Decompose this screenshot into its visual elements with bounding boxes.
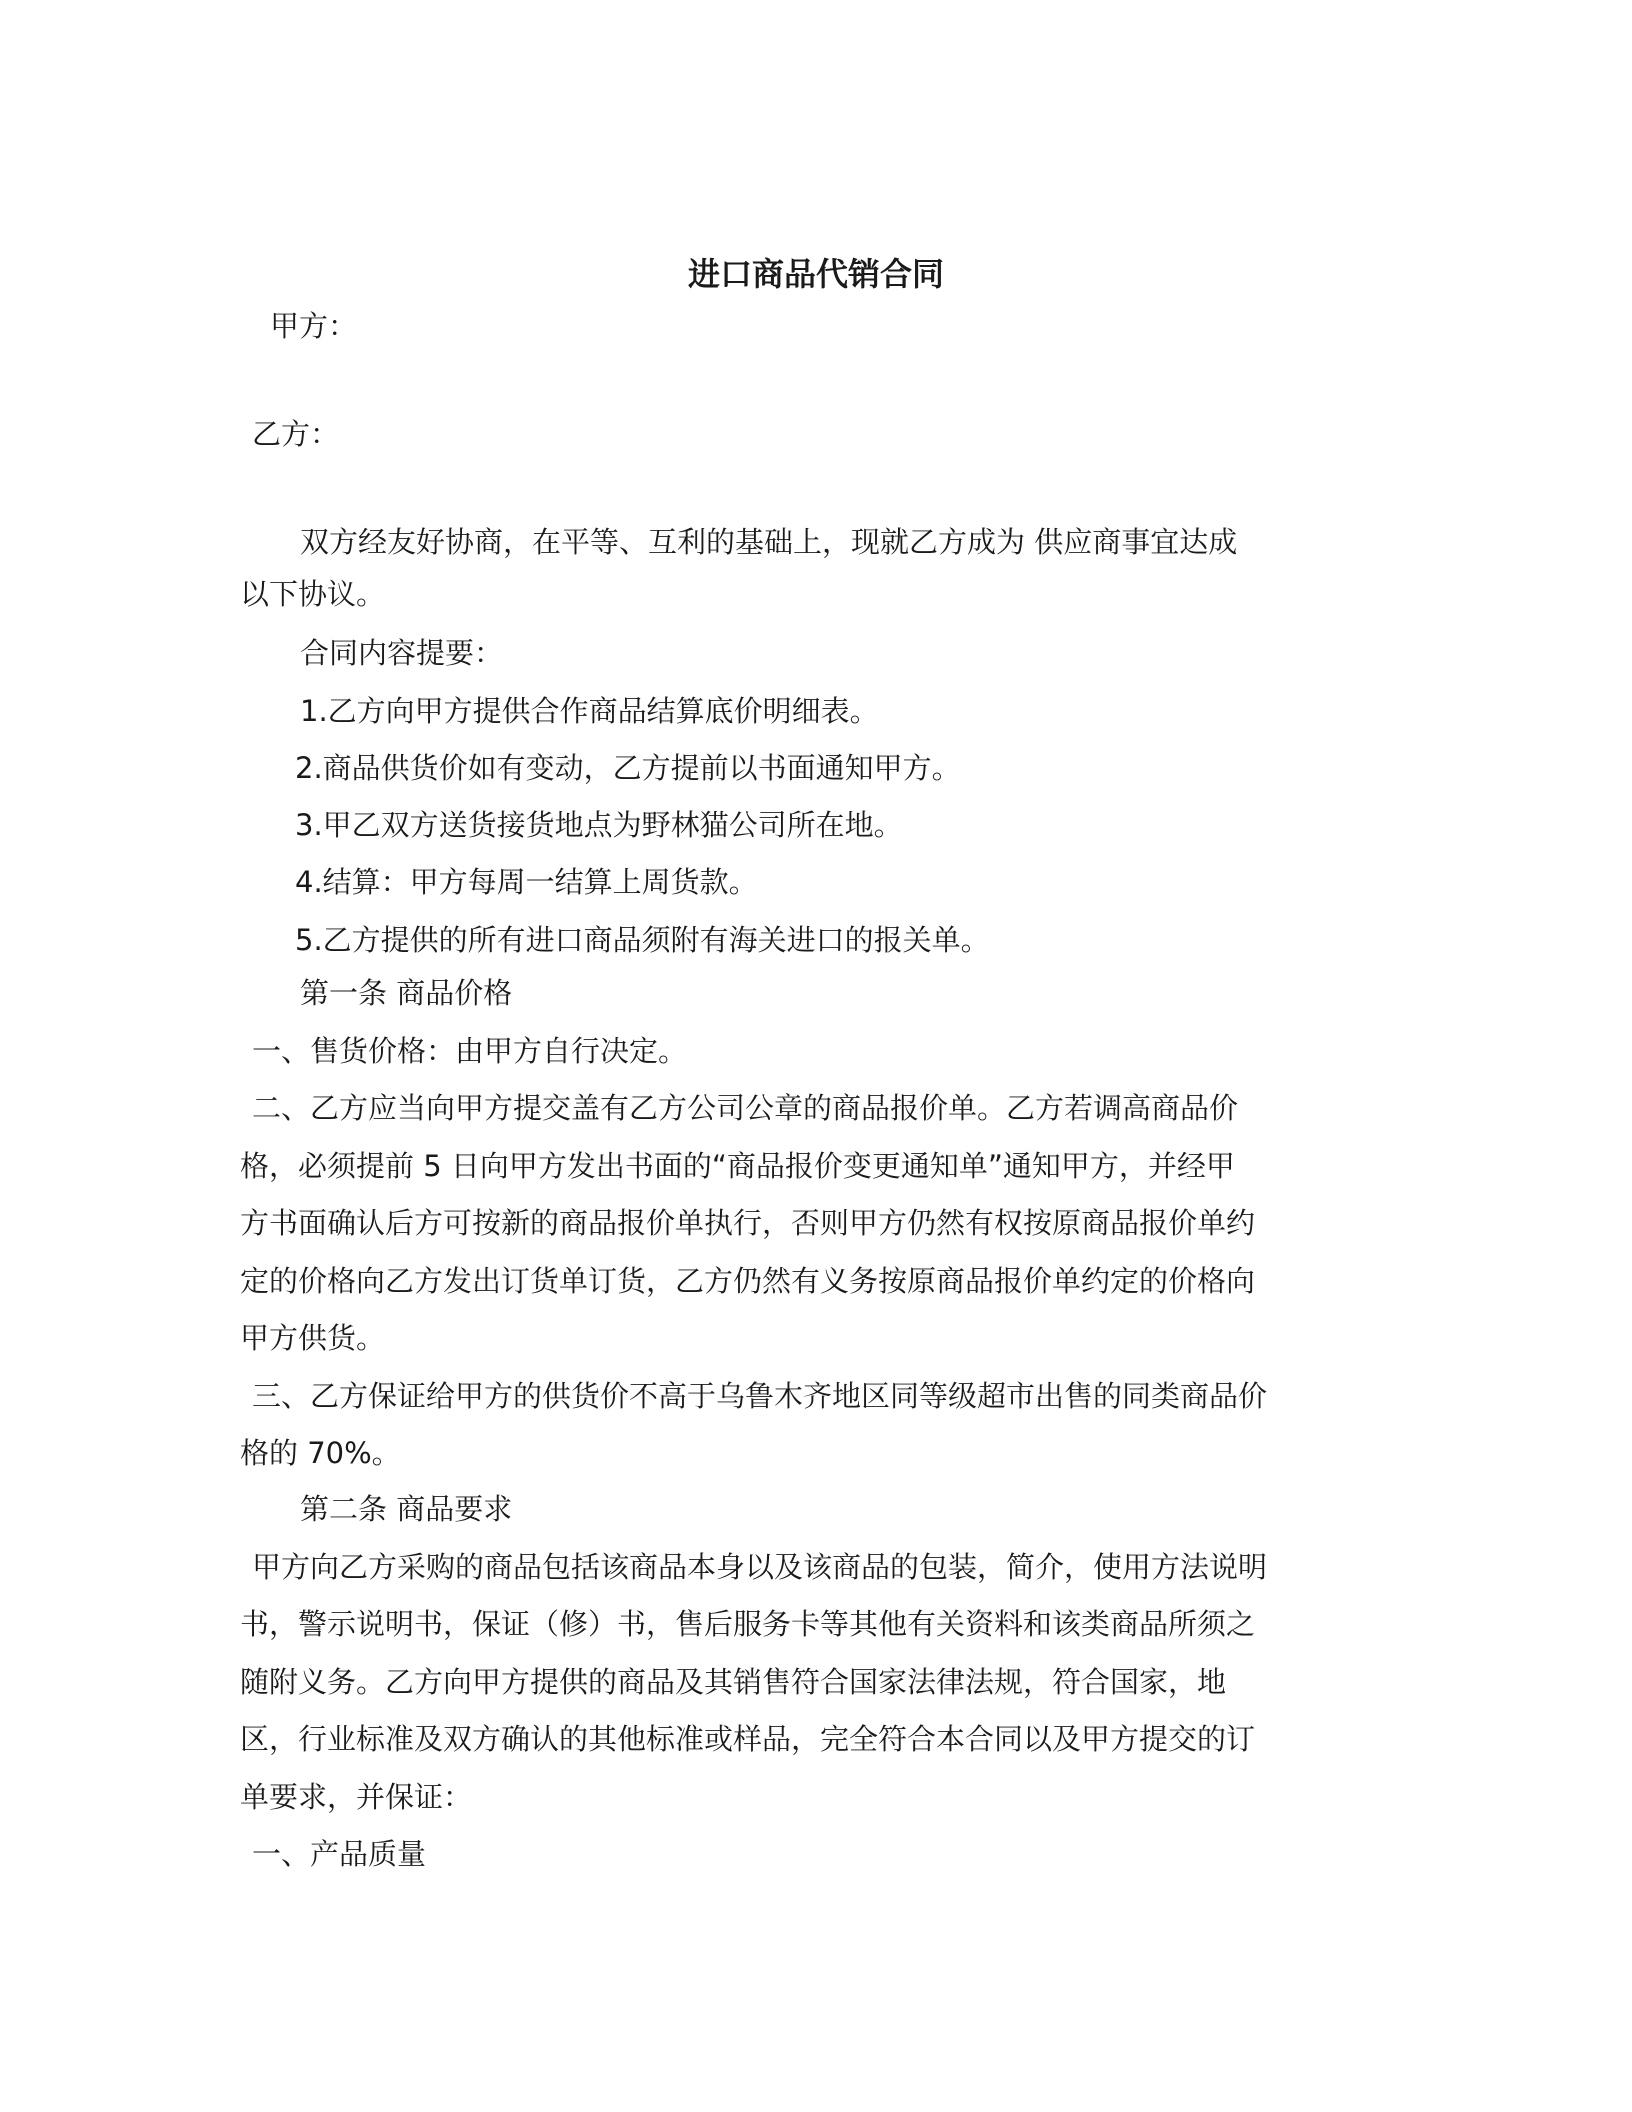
summary-item-5: 5.乙方提供的所有进口商品须附有海关进口的报关单。	[295, 923, 990, 957]
summary-item-2: 2.商品供货价如有变动，乙方提前以书面通知甲方。	[295, 751, 961, 785]
party-a-label: 甲方：	[270, 309, 358, 343]
article-1-heading: 第一条 商品价格	[300, 976, 513, 1010]
article-1-clause-2-line-2: 格，必须提前 5 日向甲方发出书面的“商品报价变更通知单”通知甲方，并经甲	[240, 1149, 1235, 1183]
intro-line-1: 双方经友好协商，在平等、互利的基础上，现就乙方成为 供应商事宜达成	[300, 525, 1238, 559]
article-1-clause-3-line-2: 格的 70%。	[240, 1436, 401, 1470]
article-2-para-line-5: 单要求，并保证：	[240, 1780, 473, 1814]
summary-item-3: 3.甲乙双方送货接货地点为野林猫公司所在地。	[295, 808, 903, 842]
summary-heading: 合同内容提要：	[300, 636, 504, 670]
article-2-subheading-quality: 一、产品质量	[252, 1837, 427, 1871]
summary-item-4: 4.结算：甲方每周一结算上周货款。	[295, 865, 758, 899]
article-1-clause-2-line-3: 方书面确认后方可按新的商品报价单执行，否则甲方仍然有权按原商品报价单约	[240, 1206, 1256, 1240]
article-2-para-line-1: 甲方向乙方采购的商品包括该商品本身以及该商品的包装，简介，使用方法说明	[252, 1550, 1268, 1584]
article-1-clause-3-line-1: 三、乙方保证给甲方的供货价不高于乌鲁木齐地区同等级超市出售的同类商品价	[252, 1379, 1268, 1413]
document-title: 进口商品代销合同	[687, 255, 944, 293]
article-1-clause-2-line-5: 甲方供货。	[240, 1321, 386, 1355]
article-2-para-line-4: 区，行业标准及双方确认的其他标准或样品，完全符合本合同以及甲方提交的订	[240, 1722, 1256, 1756]
article-2-heading: 第二条 商品要求	[300, 1492, 513, 1526]
article-1-clause-2-line-1: 二、乙方应当向甲方提交盖有乙方公司公章的商品报价单。乙方若调高商品价	[252, 1091, 1239, 1125]
article-2-para-line-3: 随附义务。乙方向甲方提供的商品及其销售符合国家法律法规，符合国家，地	[240, 1665, 1227, 1699]
intro-line-2: 以下协议。	[240, 577, 386, 611]
article-1-clause-1: 一、售货价格：由甲方自行决定。	[252, 1034, 688, 1068]
article-2-para-line-2: 书，警示说明书，保证（修）书，售后服务卡等其他有关资料和该类商品所须之	[240, 1607, 1256, 1641]
party-b-label: 乙方：	[252, 417, 340, 451]
summary-item-1: 1.乙方向甲方提供合作商品结算底价明细表。	[300, 694, 879, 728]
article-1-clause-2-line-4: 定的价格向乙方发出订货单订货，乙方仍然有义务按原商品报价单约定的价格向	[240, 1264, 1256, 1298]
